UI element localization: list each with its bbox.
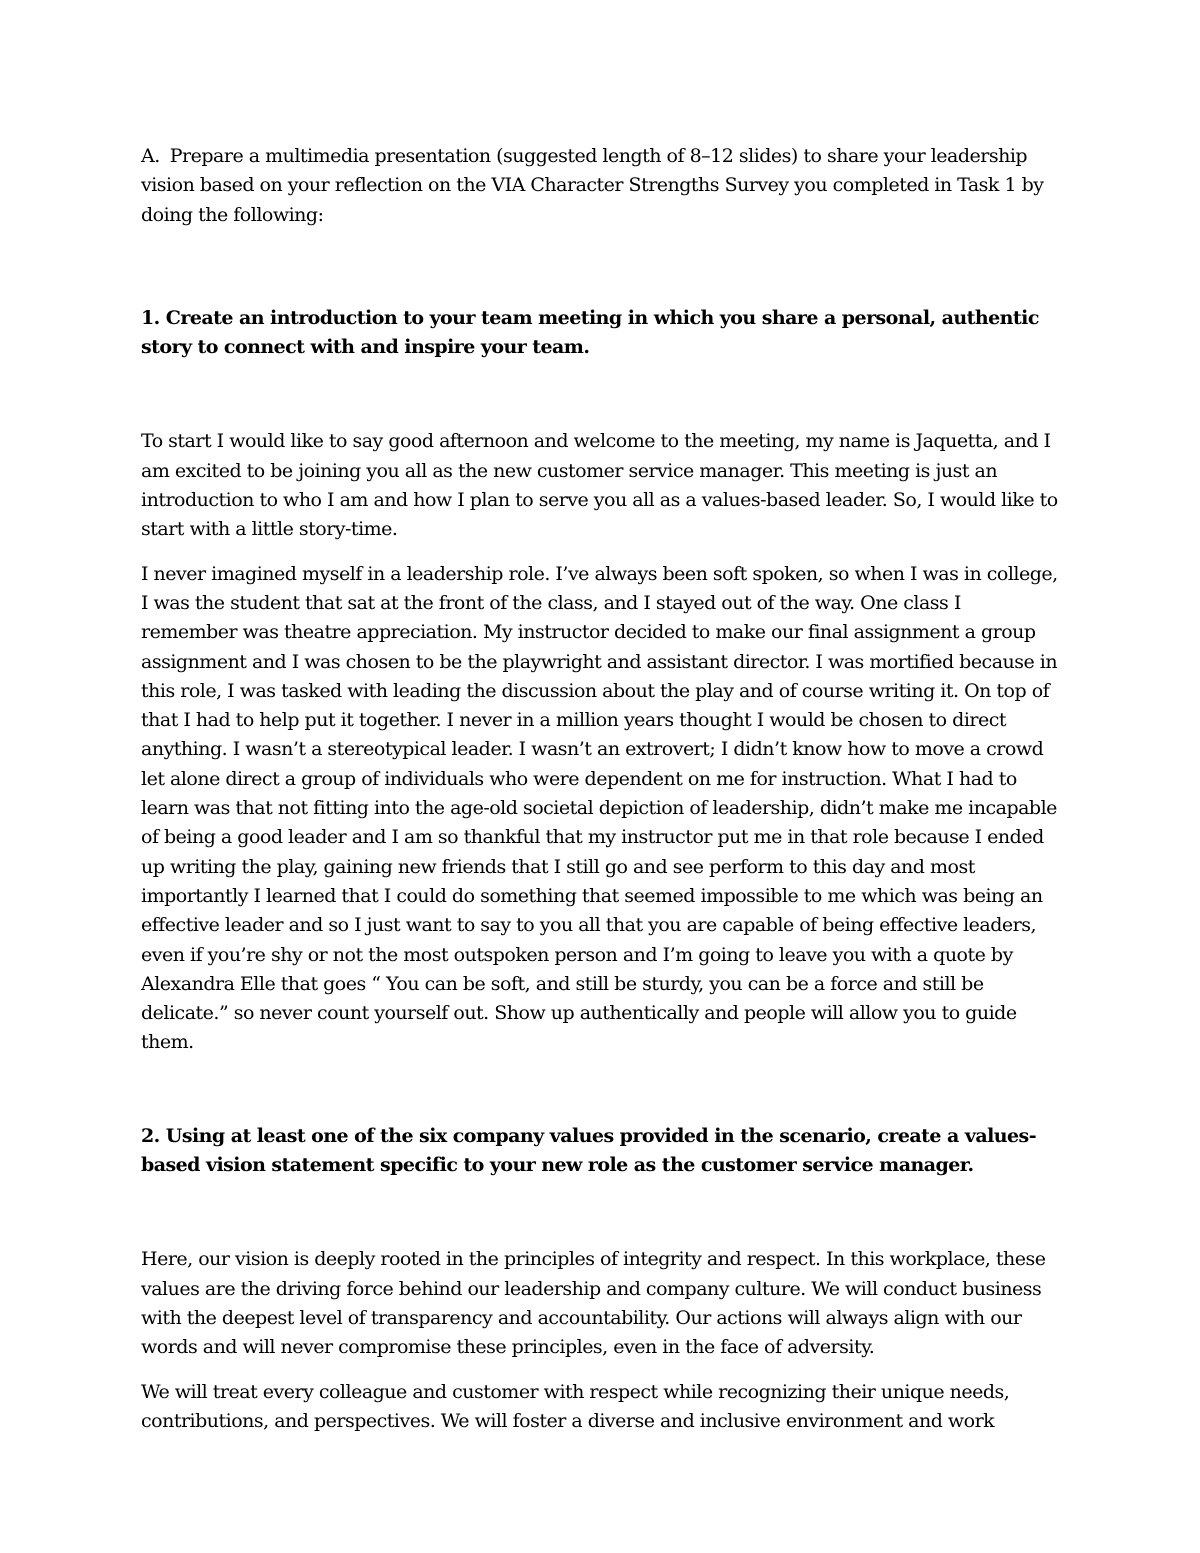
question-a-label: A. — [141, 145, 160, 167]
section-2-heading: 2. Using at least one of the six company values provided in the scenario, create a values-based vision statement specific to your new role as the customer service manager. — [141, 1124, 1037, 1177]
section-2-paragraph-respect: We will treat every colleague and customer with respect while recognizing their unique needs, contributions, and perspectives. We will foster a diverse and inclusive environment and work — [141, 1380, 1010, 1432]
document-page — [141, 142, 1061, 1436]
section-2-paragraph-vision: Here, our vision is deeply rooted in the principles of integrity and respect. In this workplace, these values are the driving force behind our leadership and company culture. We will conduct business with the deepest level of transparency and accountability. Our actions will always align with our words and will never compromise these principles, even in the face of adversity. — [141, 1248, 1046, 1359]
question-a-text: Prepare a multimedia presentation (suggested length of 8–12 slides) to share your leadership vision based on your reflection on the VIA Character Strengths Survey you completed in Task 1 by doing the following: — [141, 145, 1044, 226]
section-1-paragraph-story: I never imagined myself in a leadership role. I’ve always been soft spoken, so when I was in college, I was the student that sat at the front of the class, and I stayed out of the way. One class I remember was theatre appreciation. My instructor decided to make our final assignment a group assignment and I was chosen to be the playwright and assistant director. I was mortified because in this role, I was tasked with leading the discussion about the play and of course writing it. On top of that I had to help put it together. I never in a million years thought I would be chosen to direct anything. I wasn’t a stereotypical leader. I wasn’t an extrovert; I didn’t know how to move a crowd let alone direct a group of individuals who were dependent on me for instruction. What I had to learn was that not fitting into the age-old societal depiction of leadership, didn’t make me incapable of being a good leader and I am so thankful that my instructor put me in that role because I ended up writing the play, gaining new friends that I still go and see perform to this day and most importantly I learned that I could do something that seemed impossible to me which was being an effective leader and so I just want to say to you all that you are capable of being effective leaders, even if you’re shy or not the most outspoken person and I’m going to leave you with a quote by Alexandra Elle that goes “ You can be soft, and still be sturdy, you can be a force and still be delicate.” so never count yourself out. Show up authentically and people will allow you to guide them. — [141, 562, 1058, 1054]
section-1-paragraph-intro: To start I would like to say good afternoon and welcome to the meeting, my name is Jaquetta, and I am excited to be joining you all as the new customer service manager. This meeting is just an introduction to who I am and how I plan to serve you all as a values-based leader. So, I would like to start with a little story-time. — [141, 430, 1058, 541]
section-1-heading: 1. Create an introduction to your team meeting in which you share a personal, authentic story to connect with and inspire your team. — [141, 306, 1039, 359]
question-a-prompt — [141, 142, 1061, 230]
